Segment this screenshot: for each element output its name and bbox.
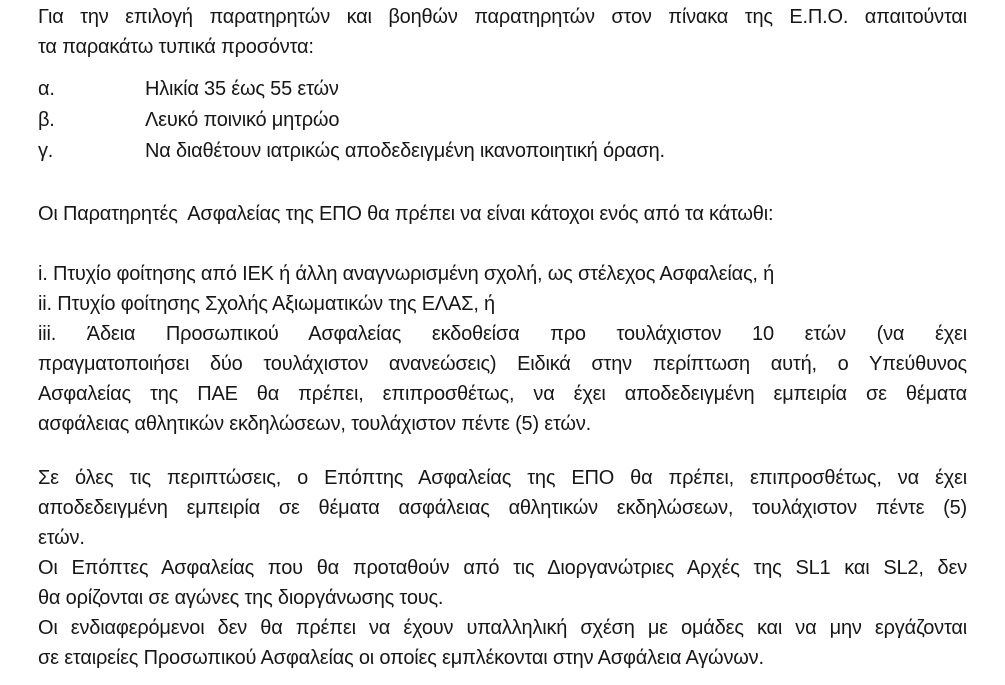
text-line: σε εταιρείες Προσωπικού Ασφαλείας οι οποίες εμπλέκονται στην Ασφάλεια Αγώνων. <box>38 647 764 669</box>
text-line: iii. Άδεια Προσωπικού Ασφαλείας εκδοθείσα προ τουλάχιστον 10 ετών (να έχει <box>38 323 967 345</box>
text-line: Οι ενδιαφερόμενοι δεν θα πρέπει να έχουν υπαλληλική σχέση με ομάδες και να μην εργάζονται <box>38 617 967 639</box>
sl-appointment-paragraph <box>38 553 967 613</box>
text-line: Για την επιλογή παρατηρητών και βοηθών παρατηρητών στον πίνακα της Ε.Π.Ο. απαιτούνται <box>38 6 967 28</box>
list-item <box>38 136 967 167</box>
criteria-list <box>38 74 967 167</box>
intro-paragraph <box>38 2 967 62</box>
text-line: i. Πτυχίο φοίτησης από ΙΕΚ ή άλλη αναγνωρισμένη σχολή, ως στέλεχος Ασφαλείας, ή <box>38 263 775 285</box>
text-line: ii. Πτυχίο φοίτησης Σχολής Αξιωματικών της ΕΛΑΣ, ή <box>38 293 495 315</box>
list-item-marker: β. <box>38 109 55 131</box>
list-item-marker: γ. <box>38 140 54 162</box>
qualification-iii-paragraph <box>38 319 967 439</box>
text-line: ασφάλειας αθλητικών εκδηλώσεων, τουλάχιστον πέντε (5) ετών. <box>38 413 591 435</box>
text-line: αποδεδειγμένη εμπειρία σε θέματα ασφάλειας αθλητικών εκδηλώσεων, τουλάχιστον πέντε (5) <box>38 497 967 519</box>
list-item-text: Ηλικία 35 έως 55 ετών <box>145 78 339 100</box>
list-item <box>38 105 967 136</box>
conflict-of-interest-paragraph <box>38 613 967 673</box>
list-item-marker: α. <box>38 78 55 100</box>
text-line: θα ορίζονται σε αγώνες της διοργάνωσης τους. <box>38 587 444 609</box>
qualifications-i-ii <box>38 259 967 319</box>
text-line: Ασφαλείας της ΠΑΕ θα πρέπει, επιπροσθέτως, να έχει αποδεδειγμένη εμπειρία σε θέματα <box>38 383 967 405</box>
list-item-text: Λευκό ποινικό μητρώο <box>145 109 340 131</box>
list-item-text: Να διαθέτουν ιατρικώς αποδεδειγμένη ικανοποιητική όραση. <box>145 140 665 162</box>
text-line: Σε όλες τις περιπτώσεις, ο Επόπτης Ασφαλείας της ΕΠΟ θα πρέπει, επιπροσθέτως, να έχει <box>38 467 967 489</box>
list-item <box>38 74 967 105</box>
text-line: πραγματοποιήσει δύο τουλάχιστον ανανεώσεις) Ειδικά στην περίπτωση αυτή, ο Υπεύθυνος <box>38 353 967 375</box>
text-line: ετών. <box>38 527 85 549</box>
observers-requirement-line: Οι Παρατηρητές Ασφαλείας της ΕΠΟ θα πρέπει να είναι κάτοχοι ενός από τα κάτωθι: <box>38 203 774 225</box>
text-line: τα παρακάτω τυπικά προσόντα: <box>38 36 314 58</box>
supervisor-experience-paragraph <box>38 463 967 553</box>
text-line: Οι Επόπτες Ασφαλείας που θα προταθούν από τις Διοργανώτριες Αρχές της SL1 και SL2, δεν <box>38 557 967 579</box>
